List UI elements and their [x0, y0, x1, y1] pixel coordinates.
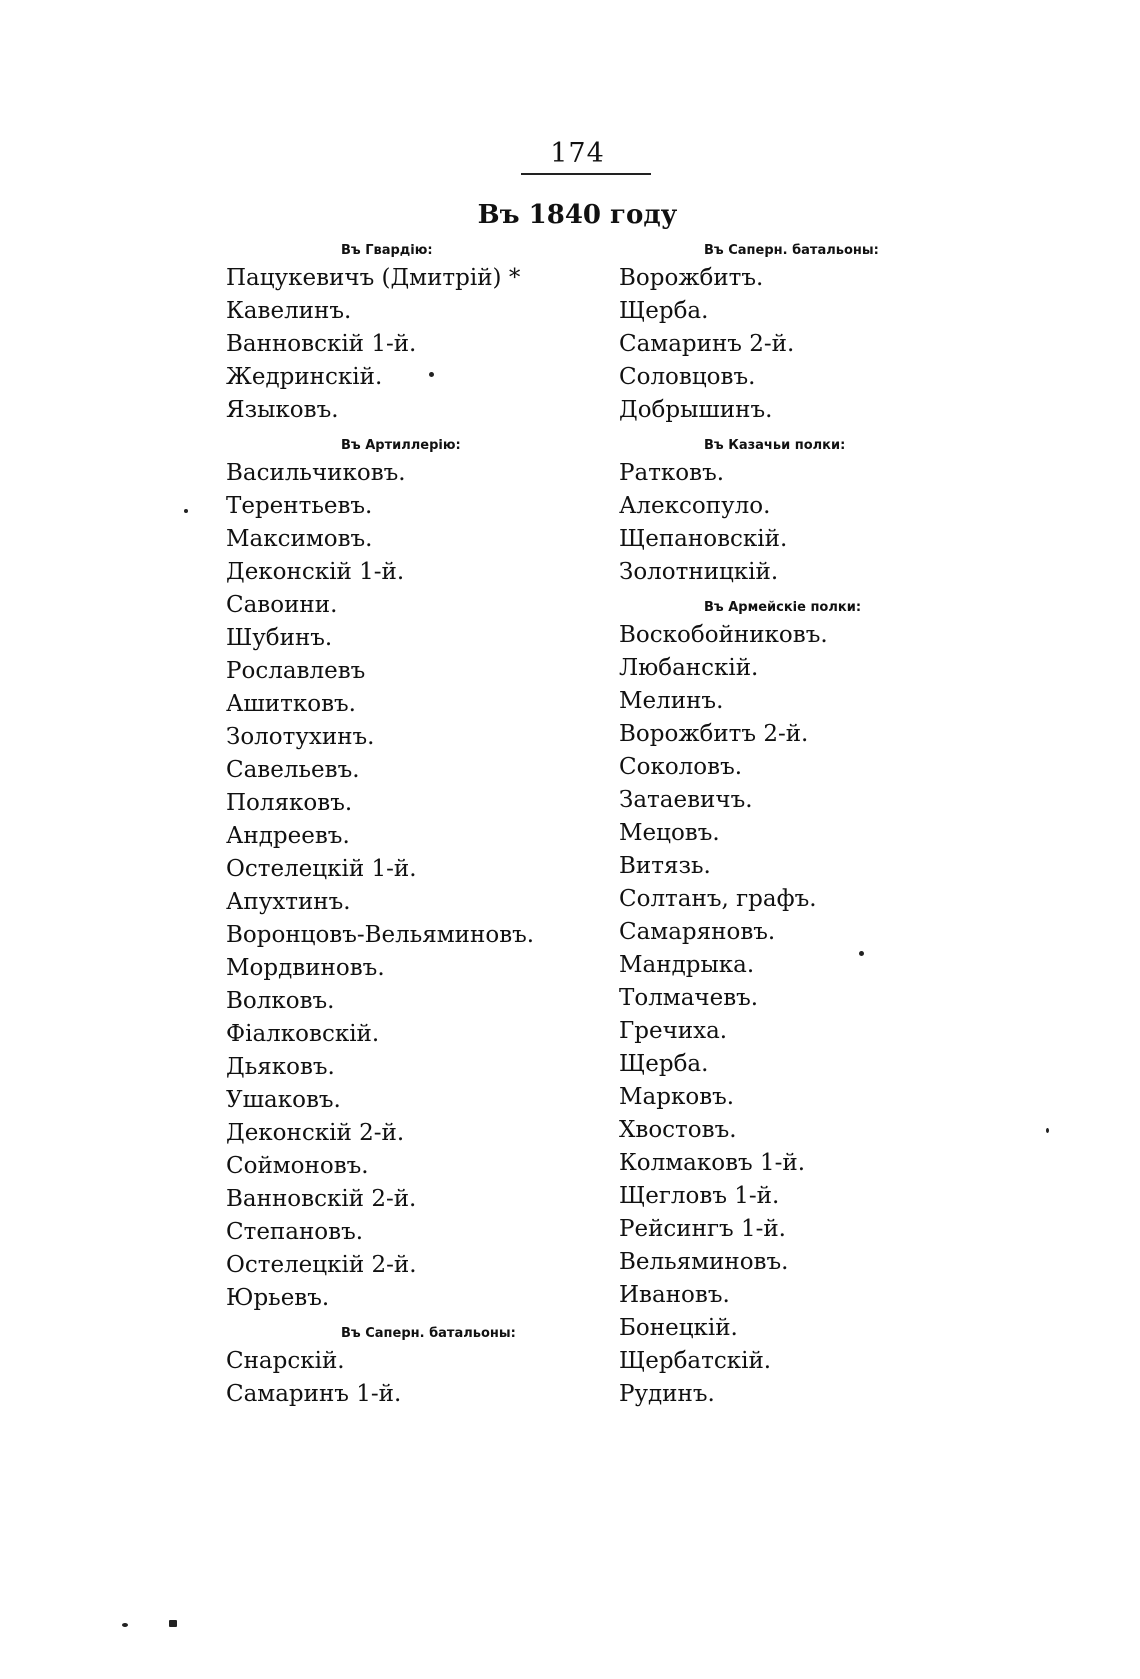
- list-item: Остелецкій 2-й.: [226, 1252, 417, 1278]
- sappers-list-left: [226, 1345, 646, 1411]
- list-item: Ванновскій 2-й.: [226, 1186, 417, 1212]
- list-item: Вельяминовъ.: [619, 1249, 789, 1275]
- list-item: Щерба.: [619, 1051, 709, 1077]
- list-item: Снарскій.: [226, 1348, 345, 1374]
- list-item: Самаринъ 2-й.: [619, 331, 795, 357]
- list-item: Ворожбитъ.: [619, 265, 764, 291]
- guard-list: [226, 262, 646, 427]
- list-item: Воронцовъ-Вельяминовъ.: [226, 922, 535, 948]
- section-title-cossacks: Въ Казачьи полки:: [704, 438, 846, 453]
- list-item: Витязь.: [619, 853, 711, 879]
- list-item: Ратковъ.: [619, 460, 725, 486]
- section-title-sappers: Въ Саперн. батальоны:: [704, 243, 879, 258]
- list-item: Добрышинъ.: [619, 397, 773, 423]
- list-item: Колмаковъ 1-й.: [619, 1150, 806, 1176]
- section-title-artillery: Въ Артиллерію:: [341, 438, 461, 453]
- artillery-list: [226, 457, 646, 1315]
- list-item: Щепановскій.: [619, 526, 788, 552]
- list-item: Апухтинъ.: [226, 889, 351, 915]
- list-item: Рославлевъ: [226, 658, 366, 684]
- list-item: Шубинъ.: [226, 625, 333, 651]
- list-item: Мелинъ.: [619, 688, 724, 714]
- scan-speck: [429, 372, 434, 377]
- right-column: [619, 240, 1059, 1415]
- list-item: Бонецкій.: [619, 1315, 738, 1341]
- list-item: Языковъ.: [226, 397, 339, 423]
- list-item: Мандрыка.: [619, 952, 755, 978]
- scan-speck: [122, 1623, 128, 1627]
- scan-speck: [1046, 1128, 1049, 1133]
- list-item: Ивановъ.: [619, 1282, 730, 1308]
- page-number-rule: [521, 173, 651, 175]
- list-item: Соймоновъ.: [226, 1153, 369, 1179]
- list-item: Рейсингъ 1-й.: [619, 1216, 786, 1242]
- list-item: Дьяковъ.: [226, 1054, 335, 1080]
- list-item: Соколовъ.: [619, 754, 743, 780]
- list-item: Самаринъ 1-й.: [226, 1381, 402, 1407]
- list-item: Максимовъ.: [226, 526, 373, 552]
- army-list: [619, 619, 1059, 1411]
- list-item: Ушаковъ.: [226, 1087, 341, 1113]
- scan-speck: [859, 951, 864, 956]
- list-item: Золотницкій.: [619, 559, 779, 585]
- page-heading: Въ 1840 году: [477, 200, 678, 230]
- scan-speck: [169, 1620, 177, 1627]
- list-item: Степановъ.: [226, 1219, 364, 1245]
- list-item: Мецовъ.: [619, 820, 720, 846]
- section-title-sappers: Въ Саперн. батальоны:: [341, 1326, 516, 1341]
- list-item: Толмачевъ.: [619, 985, 759, 1011]
- list-item: Золотухинъ.: [226, 724, 375, 750]
- list-item: Ванновскій 1-й.: [226, 331, 417, 357]
- sappers-list-right: [619, 262, 1059, 427]
- list-item: Андреевъ.: [226, 823, 350, 849]
- list-item: Щерба.: [619, 298, 709, 324]
- list-item: Солтанъ, графъ.: [619, 886, 817, 912]
- list-item: Ашитковъ.: [226, 691, 356, 717]
- list-item: Юрьевъ.: [226, 1285, 330, 1311]
- list-item: Любанскій.: [619, 655, 759, 681]
- list-item: Васильчиковъ.: [226, 460, 406, 486]
- list-item: Марковъ.: [619, 1084, 735, 1110]
- list-item: Щербатскій.: [619, 1348, 772, 1374]
- list-item: Терентьевъ.: [226, 493, 373, 519]
- cossacks-list: [619, 457, 1059, 589]
- list-item: Савоини.: [226, 592, 338, 618]
- list-item: Алексопуло.: [619, 493, 771, 519]
- list-item: Гречиха.: [619, 1018, 728, 1044]
- list-item: Остелецкій 1-й.: [226, 856, 417, 882]
- list-item: Воскобойниковъ.: [619, 622, 828, 648]
- scan-speck: [184, 509, 188, 513]
- section-title-army: Въ Армейскіе полки:: [704, 600, 862, 615]
- list-item: Деконскій 2-й.: [226, 1120, 405, 1146]
- list-item: Деконскій 1-й.: [226, 559, 405, 585]
- left-column: [226, 240, 646, 1415]
- list-item: Щегловъ 1-й.: [619, 1183, 780, 1209]
- list-item: Жедринскій.: [226, 364, 383, 390]
- section-title-guard: Въ Гвардію:: [341, 243, 433, 258]
- list-item: Самаряновъ.: [619, 919, 776, 945]
- list-item: Фіалковскій.: [226, 1021, 380, 1047]
- list-item: Хвостовъ.: [619, 1117, 737, 1143]
- list-item: Волковъ.: [226, 988, 335, 1014]
- list-item: Поляковъ.: [226, 790, 353, 816]
- list-item: Пацукевичъ (Дмитрій) *: [226, 265, 521, 291]
- list-item: Рудинъ.: [619, 1381, 715, 1407]
- page-number: 174: [550, 138, 605, 169]
- list-item: Затаевичъ.: [619, 787, 753, 813]
- list-item: Савельевъ.: [226, 757, 360, 783]
- list-item: Мордвиновъ.: [226, 955, 385, 981]
- list-item: Кавелинъ.: [226, 298, 352, 324]
- list-item: Соловцовъ.: [619, 364, 756, 390]
- list-item: Ворожбитъ 2-й.: [619, 721, 809, 747]
